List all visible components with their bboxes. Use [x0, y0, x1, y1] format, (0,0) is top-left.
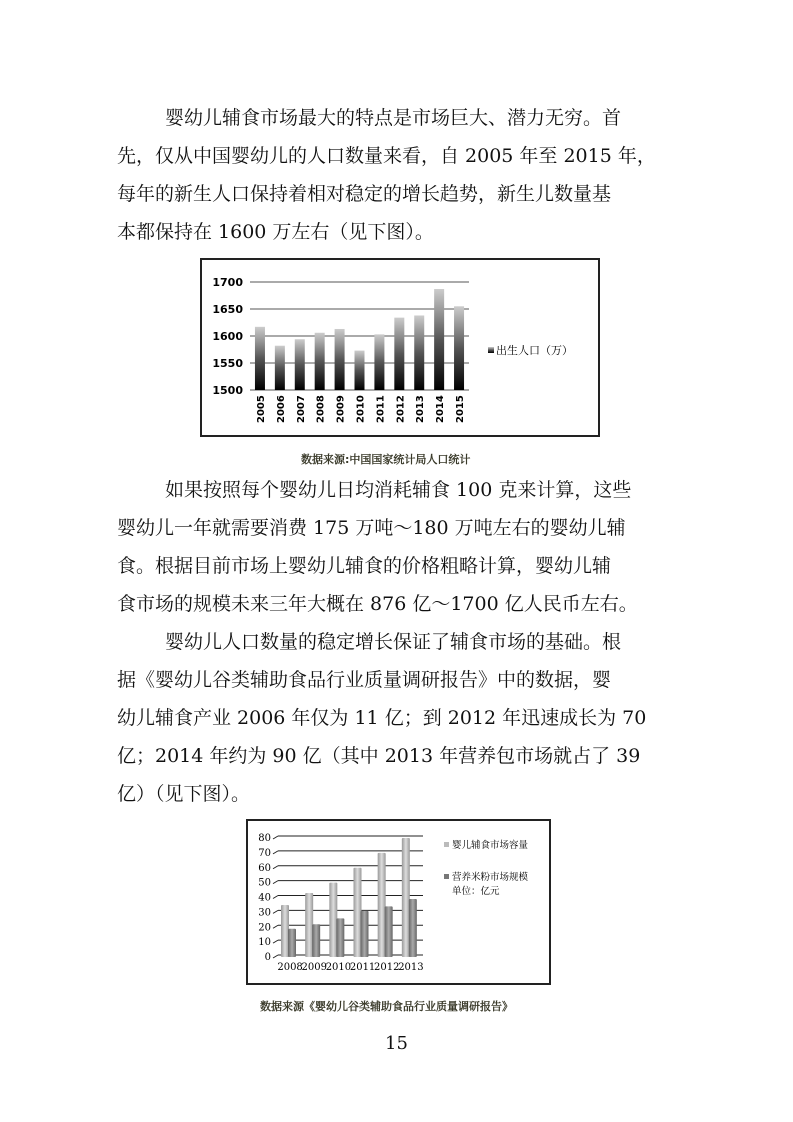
bar-2014: [434, 289, 444, 390]
text-line: 先，仅从中国婴幼儿的人口数量来看，自 2005 年至 2015 年，: [117, 145, 656, 167]
text-line: 每年的新生人口保持着相对稳定的增长趋势，新生儿数量基: [117, 183, 612, 205]
bar-2011: [374, 334, 384, 390]
text-line: 如果按照每个婴幼儿日均消耗辅食 100 克来计算，这些: [165, 479, 632, 501]
bar-2008: [315, 333, 325, 390]
x-tick-label: 2005: [255, 395, 267, 423]
bar-2013: [414, 315, 424, 390]
text-line: 据《婴幼儿谷类辅助食品行业质量调研报告》中的数据，婴: [117, 669, 612, 691]
infant-food-market-chart: [246, 819, 551, 985]
bar-food-market-2010: [329, 883, 337, 957]
bar-rice-powder-2013: [409, 899, 417, 957]
x-tick-label: 2008: [315, 395, 327, 423]
y-tick-label: 1600: [212, 330, 243, 343]
legend-swatch: [444, 842, 449, 847]
x-tick-label: 2006: [275, 395, 287, 423]
bar-2009: [335, 329, 345, 390]
gridline-edge: [273, 955, 278, 958]
text-line: 食。根据目前市场上婴幼儿辅食的价格粗略计算，婴幼儿辅: [117, 555, 612, 577]
x-tick-label: 2011: [349, 962, 376, 973]
unit-note: 单位：亿元: [452, 886, 500, 897]
bar-rice-powder-2009: [312, 924, 320, 957]
text-line: 亿）（见下图）。: [117, 783, 251, 805]
text-line: 婴幼儿辅食市场最大的特点是市场巨大、潜力无穷。首: [165, 107, 622, 129]
x-tick-label: 2008: [277, 962, 303, 973]
gridline-edge: [273, 925, 278, 928]
x-tick-label: 2010: [355, 395, 367, 423]
y-tick-label: 80: [258, 833, 271, 844]
y-tick-label: 1650: [212, 303, 243, 316]
gridline-edge: [273, 836, 278, 839]
x-tick-label: 2013: [398, 962, 424, 973]
text-line: 幼儿辅食产业 2006 年仅为 11 亿；到 2012 年迅速成长为 70: [117, 707, 647, 729]
bar-2012: [394, 318, 404, 390]
bar-2007: [295, 339, 305, 390]
bar-2010: [355, 351, 365, 390]
x-tick-label: 2007: [295, 395, 307, 423]
x-tick-label: 2009: [301, 962, 327, 973]
text-line: 亿；2014 年约为 90 亿（其中 2013 年营养包市场就占了 39: [117, 745, 641, 767]
bar-rice-powder-2011: [361, 911, 369, 957]
y-tick-label: 50: [258, 877, 271, 889]
x-tick-label: 2013: [415, 395, 427, 423]
x-tick-label: 2012: [395, 395, 407, 423]
y-tick-label: 1500: [212, 384, 243, 397]
legend-label: 婴儿辅食市场容量: [452, 840, 529, 851]
paragraph-3: [117, 623, 677, 813]
gridline-edge: [273, 910, 278, 913]
bar-food-market-2008: [281, 905, 289, 957]
text-line: 婴幼儿人口数量的稳定增长保证了辅食市场的基础。根: [165, 631, 622, 653]
bar-rice-powder-2008: [288, 929, 296, 957]
gridline-edge: [273, 866, 278, 869]
gridline-edge: [273, 896, 278, 899]
x-tick-label: 2011: [375, 395, 387, 423]
text-line: 婴幼儿一年就需要消费 175 万吨～180 万吨左右的婴幼儿辅: [117, 517, 626, 539]
gridline-edge: [273, 851, 278, 854]
text-line: 食市场的规模未来三年大概在 876 亿～1700 亿人民币左右。: [117, 593, 638, 615]
paragraph-1: [117, 99, 677, 251]
text-line: 本都保持在 1600 万左右（见下图）。: [117, 221, 434, 243]
x-tick-label: 2012: [374, 962, 400, 973]
chart2-caption: 数据来源《婴幼儿谷类辅助食品行业质量调研报告》: [260, 1000, 513, 1013]
gridline-edge: [273, 881, 278, 884]
legend-swatch: [444, 874, 449, 879]
bar-food-market-2013: [402, 838, 410, 957]
gridline-edge: [273, 940, 278, 943]
y-tick-label: 10: [258, 937, 271, 949]
x-tick-label: 2014: [435, 395, 447, 423]
legend-label: 出生人口（万）: [496, 344, 573, 357]
bar-rice-powder-2010: [336, 918, 344, 957]
y-tick-label: 1550: [212, 357, 243, 370]
y-tick-label: 30: [258, 907, 271, 919]
birth-population-chart: [200, 258, 600, 437]
bar-food-market-2012: [378, 853, 386, 957]
y-tick-label: 1700: [212, 276, 243, 289]
legend-swatch: [488, 347, 494, 353]
bar-food-market-2009: [305, 893, 313, 957]
bar-2006: [275, 346, 285, 390]
bar-2015: [454, 306, 464, 390]
x-tick-label: 2015: [455, 395, 467, 423]
y-tick-label: 20: [258, 922, 271, 934]
page-number: 15: [385, 1033, 408, 1054]
chart1-caption: 数据来源:中国国家统计局人口统计: [301, 453, 471, 466]
y-tick-label: 0: [264, 952, 271, 963]
x-tick-label: 2009: [335, 395, 347, 423]
legend-label: 营养米粉市场规模: [452, 872, 529, 883]
paragraph-2: [117, 471, 677, 623]
bar-rice-powder-2012: [385, 906, 393, 957]
bar-2005: [255, 327, 265, 390]
y-tick-label: 60: [258, 862, 271, 874]
bar-food-market-2011: [354, 868, 362, 957]
x-tick-label: 2010: [325, 962, 352, 973]
y-tick-label: 40: [258, 892, 271, 904]
y-tick-label: 70: [258, 847, 271, 859]
